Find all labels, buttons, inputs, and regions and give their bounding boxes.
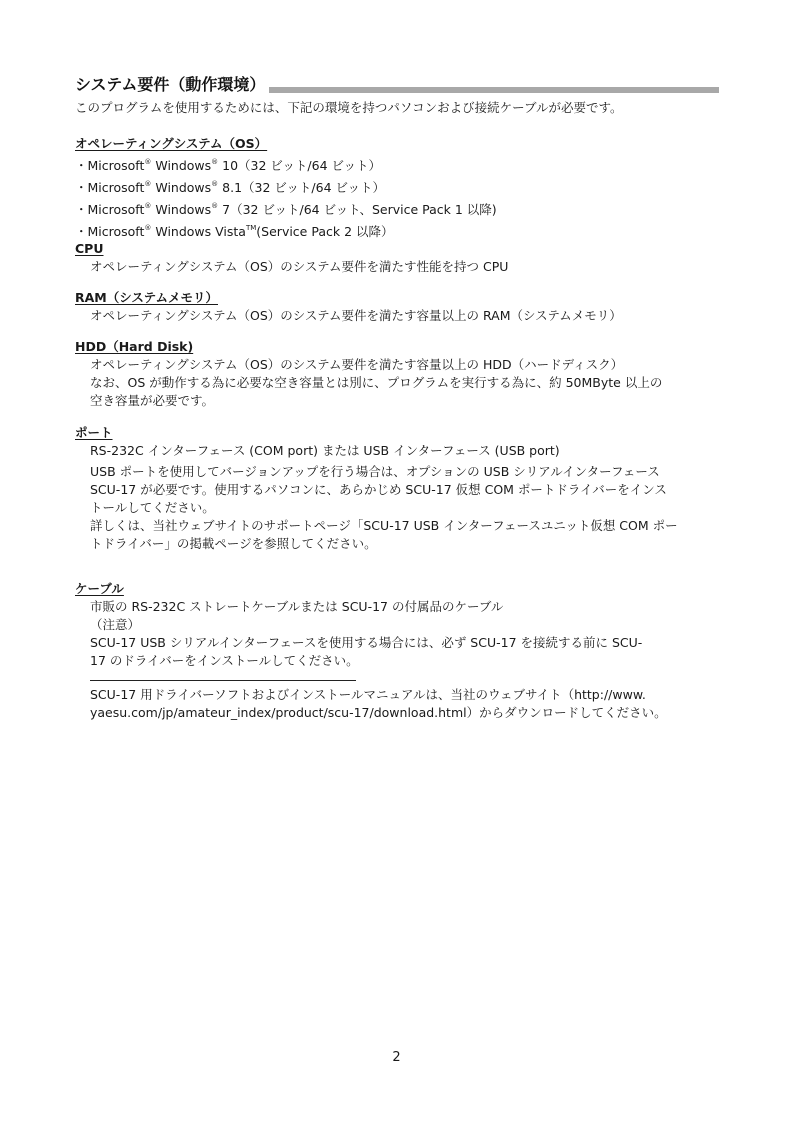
hdd-heading: HDD（Hard Disk) bbox=[75, 339, 194, 354]
cpu-text: オペレーティングシステム（OS）のシステム要件を満たす性能を持つ CPU bbox=[90, 259, 509, 274]
cable-text-line: SCU-17 USB シリアルインターフェースを使用する場合には、必ず SCU-17 を接続する前に SCU- bbox=[90, 635, 643, 650]
port-text-line: SCU-17 が必要です。使用するパソコンに、あらかじめ SCU-17 仮想 COM ポートドライバーをインス bbox=[90, 482, 667, 497]
os-item: ・Microsoft® Windows® 10（32 ビット/64 ビット） bbox=[75, 158, 382, 173]
cable-text-line: 市販の RS-232C ストレートケーブルまたは SCU-17 の付属品のケーブル bbox=[90, 599, 504, 614]
section-cpu bbox=[75, 240, 725, 276]
port-text-line: USB ポートを使用してバージョンアップを行う場合は、オプションの USB シリアルインターフェース bbox=[90, 464, 660, 479]
section-port bbox=[75, 424, 725, 553]
hdd-text-line: 空き容量が必要です。 bbox=[90, 393, 215, 408]
port-text-line: 詳しくは、当社ウェブサイトのサポートページ「SCU-17 USB インターフェースユニット仮想 COM ポー bbox=[90, 518, 678, 533]
os-item: ・Microsoft® Windows Vista™(Service Pack 2 以降） bbox=[75, 224, 394, 239]
section-hdd bbox=[75, 338, 725, 410]
ram-heading: RAM（システムメモリ） bbox=[75, 290, 218, 305]
cable-text-line: 17 のドライバーをインストールしてください。 bbox=[90, 653, 359, 668]
ram-text: オペレーティングシステム（OS）のシステム要件を満たす容量以上の RAM（システムメモリ） bbox=[90, 308, 622, 323]
os-list bbox=[75, 153, 725, 241]
page-title: システム要件（動作環境） bbox=[75, 74, 269, 96]
os-item: ・Microsoft® Windows® 7（32 ビット/64 ビット、Service Pack 1 以降) bbox=[75, 202, 497, 217]
port-heading: ポート bbox=[75, 425, 113, 440]
section-cable bbox=[75, 580, 725, 722]
page-number: 2 bbox=[392, 1050, 401, 1065]
footnote-divider bbox=[90, 680, 356, 681]
cable-text-line: （注意） bbox=[90, 617, 141, 632]
footnote-line: yaesu.com/jp/amateur_index/product/scu-17/download.html）からダウンロードしてください。 bbox=[90, 705, 667, 720]
intro-text: このプログラムを使用するためには、下記の環境を持つパソコンおよび接続ケーブルが必要です。 bbox=[75, 100, 623, 115]
hdd-text-line: オペレーティングシステム（OS）のシステム要件を満たす容量以上の HDD（ハードディスク） bbox=[90, 357, 624, 372]
section-os bbox=[75, 135, 725, 241]
os-heading: オペレーティングシステム（OS） bbox=[75, 136, 268, 151]
hdd-text-line: なお、OS が動作する為に必要な空き容量とは別に、プログラムを実行する為に、約 50MByte 以上の bbox=[90, 375, 663, 390]
title-block bbox=[75, 74, 719, 98]
port-text-line: RS-232C インターフェース (COM port) または USB インターフェース (USB port) bbox=[90, 443, 560, 458]
os-item: ・Microsoft® Windows® 8.1（32 ビット/64 ビット） bbox=[75, 180, 385, 195]
cpu-heading: CPU bbox=[75, 241, 104, 256]
cable-heading: ケーブル bbox=[75, 581, 124, 596]
section-ram bbox=[75, 289, 725, 325]
port-text-line: トドライバー」の掲載ページを参照してください。 bbox=[90, 536, 377, 551]
footnote-line: SCU-17 用ドライバーソフトおよびインストールマニュアルは、当社のウェブサイト（http://www. bbox=[90, 687, 646, 702]
port-text-line: トールしてください。 bbox=[90, 500, 215, 515]
